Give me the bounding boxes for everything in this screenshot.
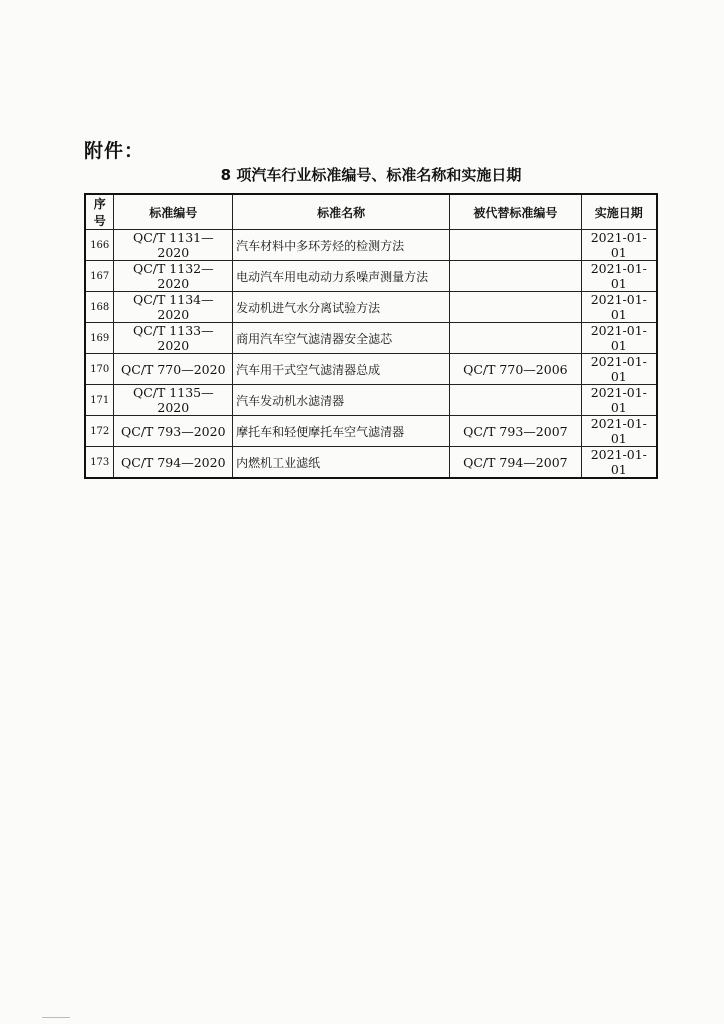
- row-code: QC/T 770—2020: [114, 354, 233, 385]
- document-title: 8 项汽车行业标准编号、标准名称和实施日期: [220, 166, 522, 184]
- row-replaced: [450, 323, 582, 354]
- row-code: QC/T 793—2020: [114, 416, 233, 447]
- row-date: 2021-01-01: [581, 292, 657, 323]
- row-replaced: [450, 230, 582, 261]
- table-row: [85, 323, 657, 354]
- row-name: 汽车材料中多环芳烃的检测方法: [233, 230, 450, 261]
- row-code: QC/T 1132—2020: [114, 261, 233, 292]
- table-row: [85, 292, 657, 323]
- row-seq: 171: [85, 385, 114, 416]
- row-name: 电动汽车用电动动力系噪声测量方法: [233, 261, 450, 292]
- row-replaced: [450, 385, 582, 416]
- table-row: [85, 447, 657, 479]
- row-name: 摩托车和轻便摩托车空气滤清器: [233, 416, 450, 447]
- row-code: QC/T 794—2020: [114, 447, 233, 479]
- row-replaced: QC/T 770—2006: [450, 354, 582, 385]
- row-replaced: [450, 261, 582, 292]
- table-row: [85, 385, 657, 416]
- row-seq: 169: [85, 323, 114, 354]
- table-header-row: [85, 194, 657, 230]
- row-name: 汽车用干式空气滤清器总成: [233, 354, 450, 385]
- header-code: 标准编号: [114, 194, 233, 230]
- row-name: 内燃机工业滤纸: [233, 447, 450, 479]
- header-seq: 序号: [85, 194, 114, 230]
- row-date: 2021-01-01: [581, 261, 657, 292]
- row-code: QC/T 1131—2020: [114, 230, 233, 261]
- row-seq: 173: [85, 447, 114, 479]
- row-seq: 170: [85, 354, 114, 385]
- row-date: 2021-01-01: [581, 447, 657, 479]
- row-name: 发动机进气水分离试验方法: [233, 292, 450, 323]
- row-date: 2021-01-01: [581, 323, 657, 354]
- row-date: 2021-01-01: [581, 416, 657, 447]
- row-replaced: QC/T 794—2007: [450, 447, 582, 479]
- table-row: [85, 416, 657, 447]
- row-replaced: QC/T 793—2007: [450, 416, 582, 447]
- row-date: 2021-01-01: [581, 230, 657, 261]
- table-row: [85, 354, 657, 385]
- row-name: 商用汽车空气滤清器安全滤芯: [233, 323, 450, 354]
- row-code: QC/T 1135—2020: [114, 385, 233, 416]
- row-seq: 167: [85, 261, 114, 292]
- standards-table: [84, 193, 658, 479]
- row-name: 汽车发动机水滤清器: [233, 385, 450, 416]
- row-seq: 172: [85, 416, 114, 447]
- table-row: [85, 230, 657, 261]
- table-row: [85, 261, 657, 292]
- attachment-label: 附件：: [84, 140, 145, 162]
- row-seq: 166: [85, 230, 114, 261]
- header-replaced: 被代替标准编号: [450, 194, 582, 230]
- row-date: 2021-01-01: [581, 354, 657, 385]
- row-date: 2021-01-01: [581, 385, 657, 416]
- row-code: QC/T 1133—2020: [114, 323, 233, 354]
- header-name: 标准名称: [233, 194, 450, 230]
- footer-divider: [42, 1017, 70, 1018]
- row-seq: 168: [85, 292, 114, 323]
- row-replaced: [450, 292, 582, 323]
- header-date: 实施日期: [581, 194, 657, 230]
- row-code: QC/T 1134—2020: [114, 292, 233, 323]
